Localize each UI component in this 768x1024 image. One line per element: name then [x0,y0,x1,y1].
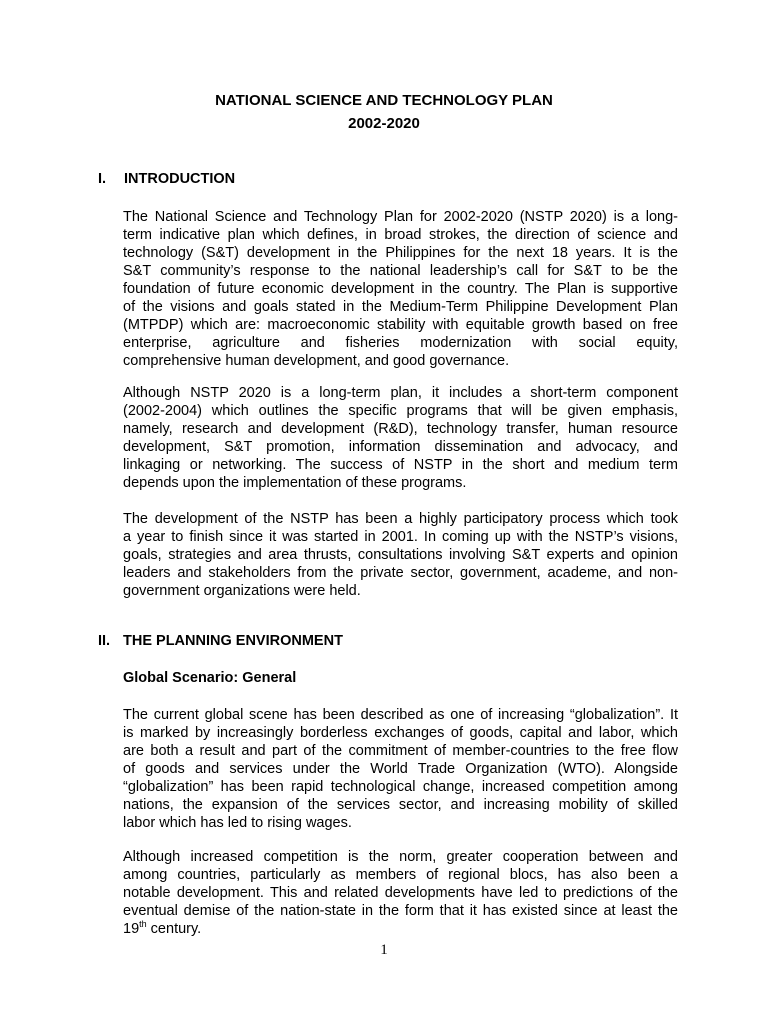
section-title: INTRODUCTION [124,171,236,187]
text-line: namely, research and development (R&D), technology transfer, human resource [123,421,678,437]
section-heading-planning-environment [98,632,343,650]
global-paragraph-2 [123,848,678,938]
intro-paragraph-1 [123,208,678,370]
text-line: eventual demise of the nation-state in the form that it has existed since at least the [123,903,678,919]
text-line: “globalization” has been rapid technological change, increased competition among [123,779,678,795]
text-line: foundation of future economic development in the country. The Plan is supportive [123,281,678,297]
text-line: The current global scene has been described as one of increasing “globalization”. It [123,707,678,723]
text-line: of the visions and goals stated in the Medium-Term Philippine Development Plan [123,299,678,315]
century-number: 19 [123,921,140,937]
text-line: linkaging or networking. The success of NSTP in the short and medium term [123,457,678,473]
subsection-heading: Global Scenario: General [123,670,297,686]
text-line: enterprise, agriculture and fisheries modernization with social equity, [123,335,678,351]
text-line: is marked by increasingly borderless exchanges of goods, capital and labor, which [123,725,678,741]
text-line: The National Science and Technology Plan for 2002-2020 (NSTP 2020) is a long- [123,209,678,225]
section-title: THE PLANNING ENVIRONMENT [123,633,343,649]
text-line: goals, strategies and area thrusts, consultations involving S&T experts and opinion [123,547,678,563]
intro-paragraph-3 [123,510,678,600]
text-line: The development of the NSTP has been a highly participatory process which took [123,511,678,527]
century-text: century. [146,921,202,937]
text-line: are both a result and part of the commitment of member-countries to the free flow [123,743,678,759]
ordinal-suffix: th [139,919,147,930]
text-line: nations, the expansion of the services sector, and increasing mobility of skilled [123,797,678,813]
text-line: notable development. This and related developments have led to predictions of the [123,885,678,901]
document-title: NATIONAL SCIENCE AND TECHNOLOGY PLAN [215,92,553,109]
text-line: (MTPDP) which are: macroeconomic stability with equitable growth based on free [123,317,678,333]
text-line: technology (S&T) development in the Philippines for the next 18 years. It is the [123,245,678,261]
intro-paragraph-2 [123,384,678,492]
text-line: development, S&T promotion, information dissemination and advocacy, and [123,439,678,455]
section-number: I. [98,171,107,187]
text-line: among countries, particularly as members of regional blocs, has also been a [123,867,678,883]
text-line: S&T community’s response to the national leadership’s call for S&T to be the [123,263,678,279]
text-line: leaders and stakeholders from the private sector, government, academe, and non- [123,565,678,581]
text-line: Although increased competition is the norm, greater cooperation between and [123,849,678,865]
text-line: (2002-2004) which outlines the specific programs that will be given emphasis, [123,403,678,419]
text-line: comprehensive human development, and good governance. [123,353,510,369]
global-paragraph-1 [123,706,678,832]
text-line: government organizations were held. [123,583,361,599]
text-line: Although NSTP 2020 is a long-term plan, it includes a short-term component [123,385,678,401]
text-line: a year to finish since it was started in 2001. In coming up with the NSTP’s visions, [123,529,678,545]
page-number: 1 [380,942,388,958]
text-line-century [123,920,678,938]
section-heading-introduction [98,170,235,188]
text-line: of goods and services under the World Trade Organization (WTO). Alongside [123,761,678,777]
text-line: term indicative plan which defines, in broad strokes, the direction of science and [123,227,678,243]
text-line: depends upon the implementation of these programs. [123,475,467,491]
document-title-years: 2002-2020 [348,115,420,132]
section-number: II. [98,633,111,649]
text-line: labor which has led to rising wages. [123,815,352,831]
